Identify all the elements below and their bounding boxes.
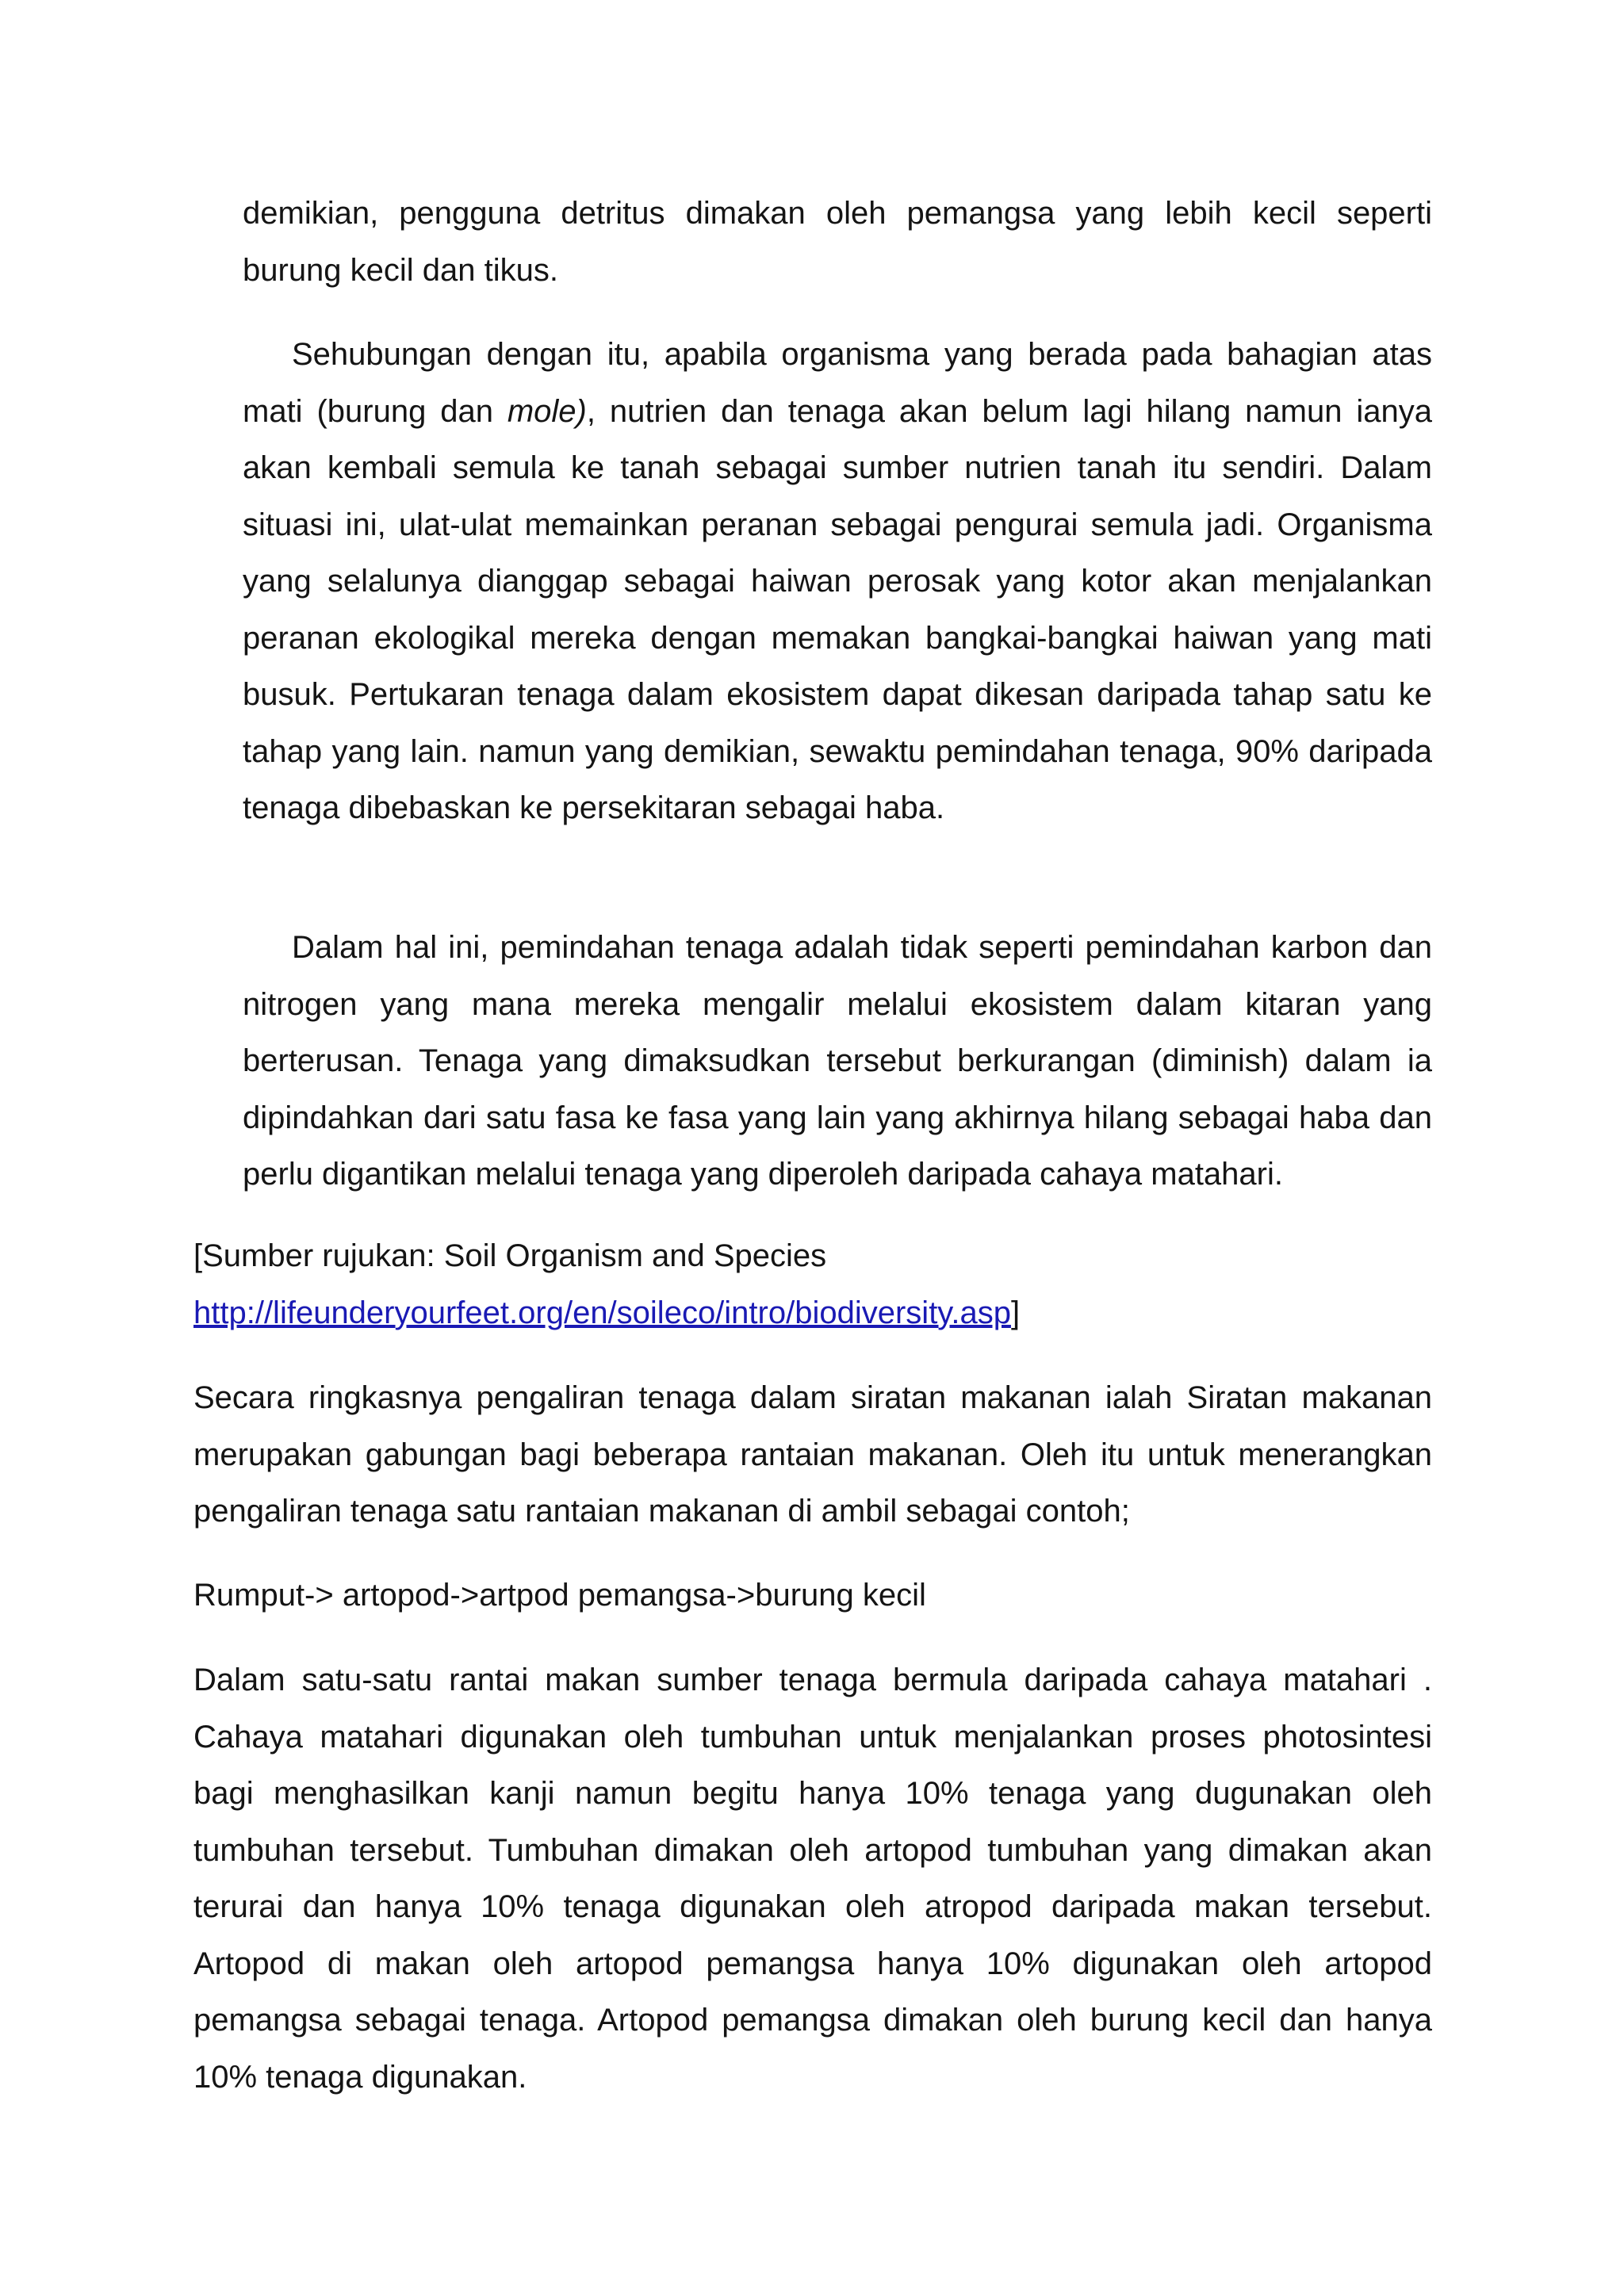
paragraph-decomposition bbox=[243, 327, 1432, 837]
paragraph-energy-transfer-text: Dalam hal ini, pemindahan tenaga adalah tidak seperti pemindahan karbon dan nitrogen yang mana mereka mengalir melalui ekosistem dalam kitaran yang berterusan. Tenaga yang dimaksudkan tersebut berkurangan (diminish) dalam ia dipindahkan dari satu fasa ke fasa yang lain yang akhirnya hilang sebagai haba dan perlu digantikan melalui tenaga yang diperoleh daripada cahaya matahari. bbox=[243, 930, 1432, 1192]
paragraph-decomposition-text-end: , nutrien dan tenaga akan belum lagi hilang namun ianya akan kembali semula ke tanah sebagai sumber nutrien tanah itu sendiri. Dalam situasi ini, ulat-ulat memainkan peranan sebagai pengurai semula jadi. Organisma yang selalunya dianggap sebagai haiwan perosak yang kotor akan menjalankan peranan ekologikal mereka dengan memakan bangkai-bangkai haiwan yang mati busuk. Pertukaran tenaga dalam ekosistem dapat dikesan daripada tahap satu ke tahap yang lain. namun yang demikian, sewaktu pemindahan tenaga, 90% daripada tenaga dibebaskan ke persekitaran sebagai haba. bbox=[243, 393, 1433, 825]
source-suffix: ] bbox=[1010, 1295, 1021, 1330]
source-link[interactable]: http://lifeunderyourfeet.org/en/soileco/intro/biodiversity.asp bbox=[193, 1295, 1011, 1330]
paragraph-decomposition-text-start: Sehubungan dengan itu, apabila organisma yang berada pada bahagian atas mati (burung dan bbox=[243, 337, 1432, 429]
paragraph-explanation-text: Dalam satu-satu rantai makan sumber tenaga bermula daripada cahaya matahari . Cahaya matahari digunakan oleh tumbuhan untuk menjalankan proses photosintesi bagi menghasilkan kanji namun begitu hanya 10% tenaga yang dugunakan oleh tumbuhan tersebut. Tumbuhan dimakan oleh artopod tumbuhan yang dimakan akan terurai dan hanya 10% tenaga digunakan oleh atropod daripada makan tersebut. Artopod di makan oleh artopod pemangsa hanya 10% digunakan oleh artopod pemangsa sebagai tenaga. Artopod pemangsa dimakan oleh burung kecil dan hanya 10% tenaga digunakan. bbox=[193, 1663, 1432, 2095]
paragraph-energy-transfer bbox=[243, 920, 1432, 1203]
paragraph-summary bbox=[193, 1370, 1432, 1540]
paragraph-detritus-text: demikian, pengguna detritus dimakan oleh pemangsa yang lebih kecil seperti burung kecil dan tikus. bbox=[243, 196, 1432, 288]
paragraph-detritus bbox=[243, 186, 1432, 299]
source-reference bbox=[193, 1228, 1432, 1341]
food-chain-line bbox=[193, 1567, 1432, 1624]
paragraph-explanation bbox=[193, 1652, 1432, 2106]
food-chain-text: Rumput-> artopod->artpod pemangsa->burung kecil bbox=[193, 1578, 926, 1613]
paragraph-summary-text: Secara ringkasnya pengaliran tenaga dalam siratan makanan ialah Siratan makanan merupakan gabungan bagi beberapa rantaian makanan. Oleh itu untuk menerangkan pengaliran tenaga satu rantaian makanan di ambil sebagai contoh; bbox=[193, 1380, 1432, 1529]
source-prefix: [Sumber rujukan: Soil Organism and Species bbox=[193, 1238, 827, 1273]
italic-term-mole: mole) bbox=[507, 393, 587, 429]
